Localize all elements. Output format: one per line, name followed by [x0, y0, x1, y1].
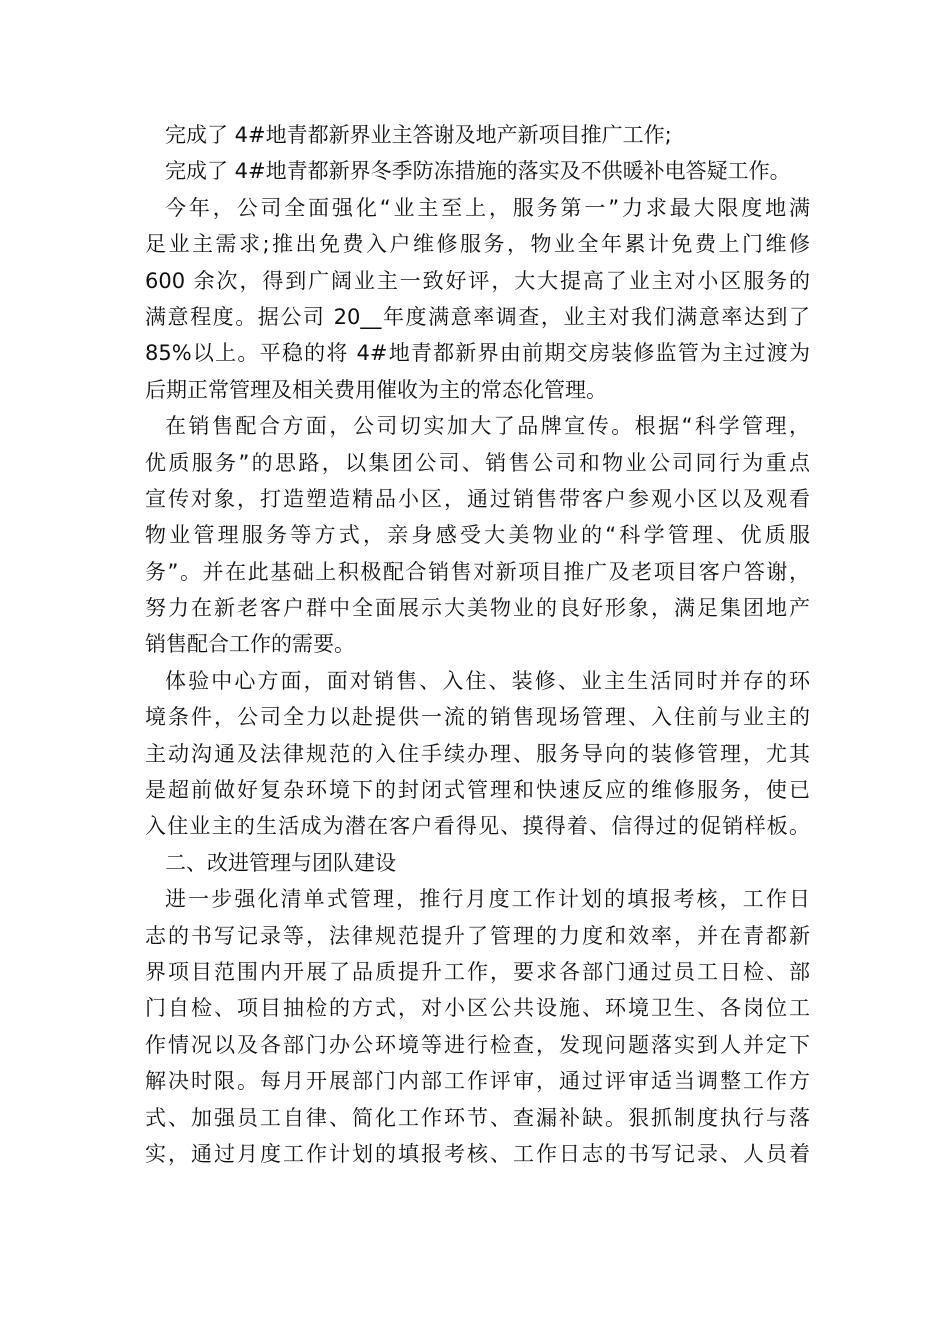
- text-line: 宣传对象，打造塑造精品小区，通过销售带客户参观小区以及观看: [145, 486, 810, 511]
- text-line: 进一步强化清单式管理，推行月度工作计划的填报考核，工作日: [165, 887, 810, 912]
- text-line: 式、加强员工自律、简化工作环节、查漏补缺。狠抓制度执行与落: [145, 1105, 810, 1130]
- text-line: 优质服务”的思路，以集团公司、销售公司和物业公司同行为重点: [145, 450, 810, 475]
- text-line: 在销售配合方面，公司切实加大了品牌宣传。根据“科学管理，: [165, 414, 810, 439]
- text-line: 今年，公司全面强化“业主至上，服务第一”力求最大限度地满: [165, 195, 810, 220]
- text-line: 入住业主的生活成为潜在客户看得见、摸得着、信得过的促销样板。: [145, 814, 810, 839]
- text-line: 是超前做好复杂环境下的封闭式管理和快速反应的维修服务，使已: [145, 778, 810, 803]
- text-line: 完成了 4#地青都新界业主答谢及地产新项目推广工作;: [165, 123, 672, 147]
- text-line: 后期正常管理及相关费用催收为主的常态化管理。: [145, 377, 607, 402]
- text-line: 满意程度。据公司 20__年度满意率调查，业主对我们满意率达到了: [145, 304, 810, 329]
- section-heading: 二、改进管理与团队建设: [165, 850, 396, 875]
- text-line: 务”。并在此基础上积极配合销售对新项目推广及老项目客户答谢，: [145, 559, 810, 584]
- text-line: 作情况以及各部门办公环境等进行检查，发现问题落实到人并定下: [145, 1032, 810, 1057]
- text-line: 足业主需求;推出免费入户维修服务，物业全年累计免费上门维修: [145, 232, 810, 257]
- text-line: 志的书写记录等，法律规范提升了管理的力度和效率，并在青都新: [145, 923, 810, 948]
- text-line: 完成了 4#地青都新界冬季防冻措施的落实及不供暖补电答疑工作。: [165, 159, 791, 184]
- document-page: [145, 117, 810, 1172]
- text-line: 实，通过月度工作计划的填报考核、工作日志的书写记录、人员着: [145, 1141, 810, 1166]
- text-line: 境条件，公司全力以赴提供一流的销售现场管理、入住前与业主的: [145, 705, 810, 730]
- text-line: 85%以上。平稳的将 4#地青都新界由前期交房装修监管为主过渡为: [145, 341, 810, 366]
- text-line: 努力在新老客户群中全面展示大美物业的良好形象，满足集团地产: [145, 596, 810, 621]
- text-line: 体验中心方面，面对销售、入住、装修、业主生活同时并存的环: [165, 668, 810, 693]
- text-line: 界项目范围内开展了品质提升工作，要求各部门通过员工日检、部: [145, 959, 810, 984]
- text-line: 门自检、项目抽检的方式，对小区公共设施、环境卫生、各岗位工: [145, 996, 810, 1021]
- text-line: 销售配合工作的需要。: [145, 632, 355, 657]
- text-line: 主动沟通及法律规范的入住手续办理、服务导向的装修管理，尤其: [145, 741, 810, 766]
- text-line: 600 余次，得到广阔业主一致好评，大大提高了业主对小区服务的: [145, 268, 810, 293]
- text-line: 物业管理服务等方式，亲身感受大美物业的“科学管理、优质服: [145, 523, 810, 548]
- text-line: 解决时限。每月开展部门内部工作评审，通过评审适当调整工作方: [145, 1069, 810, 1094]
